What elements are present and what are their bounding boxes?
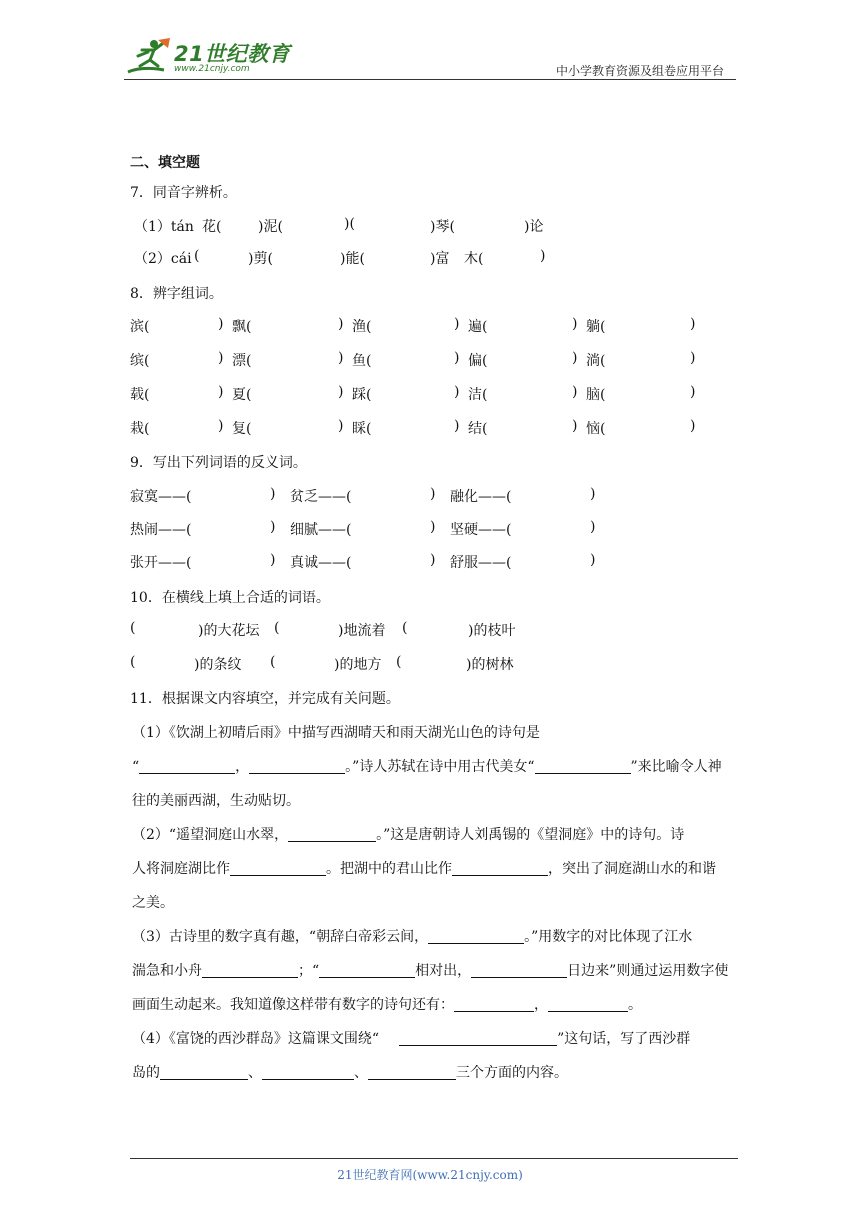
antonym-item: 舒服——( — [450, 555, 512, 571]
text-segment: 人将洞庭湖比作 — [132, 861, 230, 877]
grid-close: ) — [218, 418, 224, 434]
grid-close: ) — [572, 316, 578, 332]
q11-part-1-line-2 — [132, 756, 722, 776]
grid-char: 夏( — [232, 387, 252, 403]
q11-part-1-line-3: 往的美丽西湖，生动贴切。 — [132, 793, 300, 809]
grid-close: ) — [690, 316, 696, 332]
grid-close: ) — [270, 552, 276, 568]
blank-open: ( — [396, 654, 402, 670]
question-7-title: 7．同音字辨析。 — [130, 185, 237, 201]
text-segment: 画面生动起来。我知道像这样带有数字的诗句还有： — [132, 997, 454, 1013]
text-segment: 。 — [628, 997, 642, 1013]
grid-char: 踩( — [352, 387, 372, 403]
runner-logo-icon — [124, 36, 174, 78]
grid-close: ) — [430, 552, 436, 568]
fill-blank-line[interactable] — [249, 759, 345, 774]
fill-blank-line[interactable] — [454, 997, 534, 1012]
text-segment: 日边来”则通过运用数字使 — [567, 963, 729, 979]
grid-close: ) — [572, 350, 578, 366]
antonym-item: 贫乏——( — [290, 489, 352, 505]
pinyin-label: （1）tán — [134, 219, 194, 235]
text-segment: 。”诗人苏轼在诗中用古代美女“ — [345, 759, 535, 775]
antonym-item: 坚硬——( — [450, 522, 512, 538]
blank-open: ( — [274, 620, 280, 636]
grid-close: ) — [590, 552, 596, 568]
fill-blank-line[interactable] — [319, 963, 415, 978]
footer-link[interactable]: 21世纪教育网(www.21cnjy.com) — [337, 1168, 523, 1182]
grid-char: 复( — [232, 421, 252, 437]
question-7-row-1 — [130, 216, 650, 236]
grid-close: ) — [270, 519, 276, 535]
grid-close: ) — [218, 316, 224, 332]
text-segment: 。”用数字的对比体现了江水 — [524, 929, 693, 945]
blank-item: )剪( — [248, 251, 273, 267]
text-segment: 湍急和小舟 — [132, 963, 202, 979]
antonym-item: 细腻——( — [290, 522, 352, 538]
fill-blank-line[interactable] — [452, 861, 548, 876]
fill-blank-line[interactable] — [368, 1065, 456, 1080]
phrase: )地流着 — [338, 623, 386, 639]
question-10-row-1 — [130, 620, 550, 640]
blank-item: )( — [344, 216, 355, 232]
grid-close: ) — [218, 384, 224, 400]
grid-close: ) — [430, 486, 436, 502]
q11-part-1-line-1: （1）《饮湖上初晴后雨》中描写西湖晴天和雨天湖光山色的诗句是 — [132, 725, 540, 741]
fill-blank-line[interactable] — [230, 861, 326, 876]
logo-text: 21世纪教育 — [174, 42, 291, 66]
fill-blank-line[interactable] — [139, 759, 235, 774]
question-10-row-2 — [130, 654, 550, 674]
grid-char: 洁( — [468, 387, 488, 403]
grid-close: ) — [590, 519, 596, 535]
pinyin-label: （2）cái — [134, 251, 192, 267]
grid-char: 渔( — [352, 319, 372, 335]
fill-blank-line[interactable] — [428, 929, 524, 944]
fill-blank-line[interactable] — [288, 827, 376, 842]
q11-part-2-line-3: 之美。 — [132, 895, 174, 911]
q11-part-4-line-2 — [132, 1062, 568, 1082]
grid-char: 鱼( — [352, 353, 372, 369]
text-segment: 、 — [248, 1065, 262, 1081]
grid-close: ) — [454, 384, 460, 400]
text-segment: ，突出了洞庭湖山水的和谐 — [548, 861, 716, 877]
grid-close: ) — [454, 418, 460, 434]
grid-close: ) — [690, 384, 696, 400]
grid-char: 漂( — [232, 353, 252, 369]
grid-char: 恼( — [586, 421, 606, 437]
phrase: )的树林 — [466, 657, 514, 673]
q11-part-2-line-1 — [132, 824, 684, 844]
phrase: )的枝叶 — [468, 623, 516, 639]
grid-char: 偏( — [468, 353, 488, 369]
grid-close: ) — [338, 350, 344, 366]
blank-item: ) — [540, 248, 546, 264]
grid-close: ) — [690, 350, 696, 366]
blank-open: ( — [130, 620, 136, 636]
text-segment: ；“ — [298, 963, 320, 979]
blank-open: ( — [130, 654, 136, 670]
text-segment: ”这句话，写了西沙群 — [557, 1031, 691, 1047]
q11-part-2-line-2 — [132, 858, 716, 878]
question-9-grid — [130, 486, 610, 576]
phrase: )的条纹 — [194, 657, 242, 673]
fill-blank-line[interactable] — [202, 963, 298, 978]
platform-name: 中小学教育资源及组卷应用平台 — [555, 64, 724, 78]
logo-url: www.21cnjy.com — [174, 64, 250, 74]
grid-close: ) — [690, 418, 696, 434]
grid-char: 载( — [130, 387, 150, 403]
blank-open: ( — [270, 654, 276, 670]
fill-blank-line[interactable] — [535, 759, 631, 774]
text-segment: （4）《富饶的西沙群岛》这篇课文围绕“ — [132, 1031, 380, 1047]
text-segment: ”来比喻令人神 — [630, 759, 722, 775]
text-segment: 相对出， — [415, 963, 472, 979]
phrase: )的大花坛 — [198, 623, 260, 639]
grid-char: 滨( — [130, 319, 150, 335]
grid-char: 栽( — [130, 421, 150, 437]
grid-char: 飘( — [232, 319, 252, 335]
text-segment: ， — [235, 759, 250, 775]
text-segment: 、 — [354, 1065, 368, 1081]
fill-blank-line[interactable] — [160, 1065, 248, 1080]
grid-close: ) — [454, 316, 460, 332]
question-8-grid — [130, 316, 710, 440]
text-segment: 岛的 — [132, 1065, 160, 1081]
blank-item: )富 — [430, 251, 450, 267]
grid-close: ) — [572, 384, 578, 400]
grid-char: 淌( — [586, 353, 606, 369]
text-segment: “ — [132, 759, 140, 775]
antonym-item: 真诚——( — [290, 555, 352, 571]
text-segment: ， — [534, 997, 548, 1013]
grid-close: ) — [430, 519, 436, 535]
text-segment: 。把湖中的君山比作 — [326, 861, 452, 877]
question-9-title: 9．写出下列词语的反义词。 — [130, 455, 307, 471]
grid-close: ) — [454, 350, 460, 366]
question-11-title: 11．根据课文内容填空，并完成有关问题。 — [130, 691, 400, 707]
header-divider — [124, 79, 736, 80]
grid-char: 脑( — [586, 387, 606, 403]
fill-blank-line[interactable] — [471, 963, 567, 978]
question-8-title: 8．辨字组词。 — [130, 286, 223, 302]
fill-blank-line[interactable] — [548, 997, 628, 1012]
grid-char: 缤( — [130, 353, 150, 369]
section-title: 二、填空题 — [130, 155, 200, 171]
q11-part-3-line-2 — [132, 960, 728, 980]
text-segment: （2）“遥望洞庭山水翠， — [132, 827, 289, 843]
logo — [124, 36, 294, 78]
text-segment: （3）古诗里的数字真有趣，“朝辞白帝彩云间， — [132, 929, 429, 945]
blank-item: )琴( — [430, 219, 455, 235]
blank-item: ( — [194, 248, 200, 264]
q11-part-4-line-1 — [132, 1028, 690, 1048]
grid-close: ) — [572, 418, 578, 434]
footer-divider — [130, 1158, 738, 1159]
antonym-item: 张开——( — [130, 555, 192, 571]
text-segment: 。”这是唐朝诗人刘禹锡的《望洞庭》中的诗句。诗 — [376, 827, 685, 843]
antonym-item: 寂寞——( — [130, 489, 192, 505]
grid-close: ) — [270, 486, 276, 502]
blank-open: ( — [402, 620, 408, 636]
q11-part-3-line-3 — [132, 994, 642, 1014]
phrase: )的地方 — [334, 657, 382, 673]
grid-char: 遍( — [468, 319, 488, 335]
question-7-row-2 — [130, 248, 650, 268]
question-10-title: 10．在横线上填上合适的词语。 — [130, 590, 330, 606]
grid-close: ) — [338, 384, 344, 400]
fill-blank-line[interactable] — [262, 1065, 354, 1080]
text-segment: 三个方面的内容。 — [456, 1065, 568, 1081]
grid-close: ) — [590, 486, 596, 502]
q11-part-3-line-1 — [132, 926, 692, 946]
blank-item: )能( — [340, 251, 365, 267]
blank-item: )论 — [524, 219, 544, 235]
grid-close: ) — [338, 418, 344, 434]
blank-item: 花( — [202, 219, 222, 235]
grid-close: ) — [218, 350, 224, 366]
fill-blank-line[interactable] — [399, 1031, 557, 1046]
grid-char: 睬( — [352, 421, 372, 437]
blank-item: )泥( — [258, 219, 283, 235]
grid-char: 结( — [468, 421, 488, 437]
antonym-item: 融化——( — [450, 489, 512, 505]
blank-item: 木( — [464, 251, 484, 267]
grid-char: 躺( — [586, 319, 606, 335]
grid-close: ) — [338, 316, 344, 332]
antonym-item: 热闹——( — [130, 522, 192, 538]
